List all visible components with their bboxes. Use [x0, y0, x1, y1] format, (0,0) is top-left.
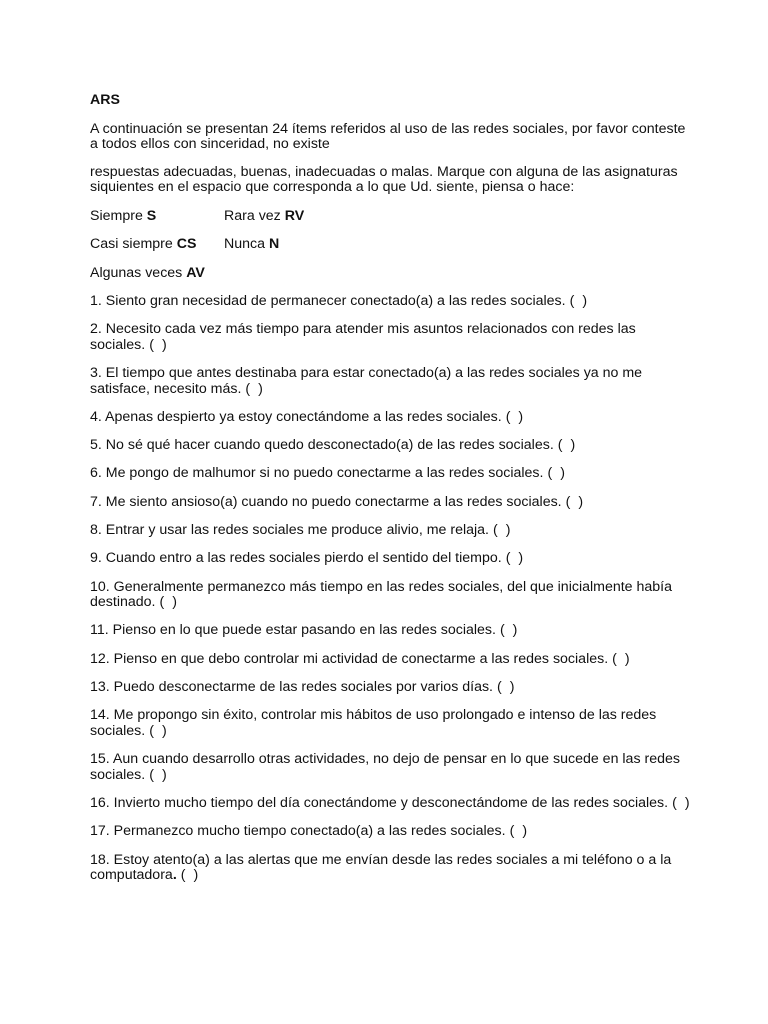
item-2 — [90, 322, 690, 353]
item-text: 9. Cuando entro a las redes sociales pierdo el sentido del tiempo. — [90, 550, 502, 567]
answer-paren-close: ) — [193, 867, 199, 884]
item-bold-period: . — [172, 867, 177, 884]
legend-siempre — [90, 209, 224, 225]
answer-paren-open: ( — [505, 408, 511, 425]
item-9 — [90, 551, 690, 567]
legend-code: CS — [176, 236, 197, 252]
item-3 — [90, 366, 690, 397]
answer-paren-close: ) — [161, 722, 167, 739]
item-1 — [90, 294, 690, 310]
answer-paren-close: ) — [578, 493, 584, 510]
answer-paren-close: ) — [512, 622, 518, 639]
item-4 — [90, 410, 690, 426]
answer-paren-close: ) — [684, 794, 690, 811]
item-text: 10. Generalmente permanezco más tiempo en las redes sociales, del que inicialmente había destinado. — [90, 578, 673, 611]
answer-paren-open: ( — [159, 594, 165, 611]
answer-paren-open: ( — [149, 336, 154, 353]
item-text: 7. Me siento ansioso(a) cuando no puedo conectarme a las redes sociales. — [90, 493, 562, 510]
item-18 — [90, 853, 690, 884]
item-16 — [90, 796, 690, 812]
item-8 — [90, 523, 690, 539]
answer-paren-open: ( — [672, 794, 677, 811]
legend-label: Rara vez — [224, 207, 281, 224]
item-6 — [90, 466, 690, 482]
legend-label: Siempre — [90, 207, 143, 224]
answer-paren-close: ) — [560, 465, 565, 482]
legend-casi-siempre — [90, 237, 224, 253]
legend-label: Casi siempre — [90, 236, 173, 252]
answer-paren-close: ) — [258, 380, 263, 397]
legend-label: Algunas veces — [90, 264, 183, 281]
answer-paren-open: ( — [499, 622, 505, 639]
document-title: ARS — [90, 92, 120, 108]
answer-paren-close: ) — [582, 293, 588, 309]
answer-paren-open: ( — [180, 867, 186, 884]
item-text: 11. Pienso en lo que puede estar pasando en las redes sociales. — [90, 622, 496, 639]
answer-paren-close: ) — [518, 408, 524, 425]
document-body — [90, 93, 690, 896]
item-10 — [90, 580, 690, 611]
item-text: 18. Estoy atento(a) a las alertas que me envían desde las redes sociales a mi teléfono o a la computadora — [90, 851, 672, 884]
answer-paren-close: ) — [172, 594, 177, 611]
item-text: 12. Pienso en que debo controlar mi actividad de conectarme a las redes sociales. — [90, 650, 609, 667]
answer-paren-close: ) — [522, 823, 528, 840]
answer-paren-open: ( — [149, 766, 154, 783]
answer-paren-close: ) — [505, 522, 511, 539]
item-text: 13. Puedo desconectarme de las redes sociales por varios días. — [90, 679, 493, 696]
answer-paren-close: ) — [570, 437, 576, 454]
item-5 — [90, 438, 690, 454]
answer-paren-open: ( — [565, 493, 571, 510]
item-14 — [90, 708, 690, 739]
item-text: 16. Invierto mucho tiempo del día conectándome y desconectándome de las redes sociales. — [90, 794, 669, 811]
answer-paren-open: ( — [547, 465, 553, 482]
item-text: 4. Apenas despierto ya estoy conectándome a las redes sociales. — [90, 408, 502, 425]
legend-code: AV — [186, 264, 205, 281]
legend-rara-vez — [224, 209, 304, 225]
legend-row-1 — [90, 209, 690, 225]
item-15 — [90, 752, 690, 783]
item-17 — [90, 824, 690, 840]
legend-code: S — [146, 207, 157, 224]
answer-paren-close: ) — [518, 550, 524, 567]
item-13 — [90, 680, 690, 696]
legend-row-3 — [90, 266, 690, 282]
answer-paren-close: ) — [624, 650, 630, 667]
answer-paren-open: ( — [557, 437, 563, 454]
answer-paren-close: ) — [161, 336, 167, 353]
item-text: 6. Me pongo de malhumor si no puedo conectarme a las redes sociales. — [90, 465, 544, 482]
answer-paren-close: ) — [161, 766, 167, 783]
answer-paren-open: ( — [612, 650, 617, 667]
item-text: 8. Entrar y usar las redes sociales me produce alivio, me relaja. — [90, 522, 490, 539]
item-text: 5. No sé qué hacer cuando quedo desconectado(a) de las redes sociales. — [90, 437, 554, 454]
legend-algunas-veces — [90, 266, 205, 282]
legend-label: Nunca — [224, 236, 266, 252]
item-text: 2. Necesito cada vez más tiempo para atender mis asuntos relacionados con redes las sociales. — [90, 321, 636, 353]
answer-paren-open: ( — [149, 722, 154, 739]
answer-paren-open: ( — [569, 293, 575, 309]
legend-code: RV — [284, 207, 305, 224]
answer-paren-open: ( — [493, 522, 498, 539]
item-text: 14. Me propongo sin éxito, controlar mis hábitos de uso prolongado e intenso de las redes sociales. — [90, 707, 657, 739]
item-text: 3. El tiempo que antes destinaba para estar conectado(a) a las redes sociales ya no me satisface, necesito más. — [90, 365, 643, 397]
item-7 — [90, 495, 690, 511]
intro-paragraph-2: respuestas adecuadas, buenas, inadecuadas o malas. Marque con alguna de las asignaturas siquientes en el espacio que corresponda a lo que Ud. siente, piensa o hace: — [90, 163, 678, 195]
legend-nunca — [224, 237, 279, 253]
intro-paragraph-1: A continuación se presentan 24 ítems referidos al uso de las redes sociales, por favor conteste a todos ellos con sinceridad, no existe — [90, 120, 686, 152]
answer-paren-open: ( — [505, 550, 511, 567]
item-text: 17. Permanezco mucho tiempo conectado(a) a las redes sociales. — [90, 823, 506, 840]
answer-paren-open: ( — [509, 823, 515, 840]
item-11 — [90, 623, 690, 639]
legend-code: N — [268, 236, 280, 252]
answer-paren-open: ( — [497, 679, 502, 696]
item-text: 15. Aun cuando desarrollo otras actividades, no dejo de pensar en lo que sucede en las redes sociales. — [90, 751, 680, 783]
answer-paren-open: ( — [245, 380, 251, 397]
legend-row-2 — [90, 237, 690, 253]
item-12 — [90, 652, 690, 668]
answer-paren-close: ) — [509, 679, 515, 696]
item-text: 1. Siento gran necesidad de permanecer conectado(a) a las redes sociales. — [90, 293, 566, 309]
